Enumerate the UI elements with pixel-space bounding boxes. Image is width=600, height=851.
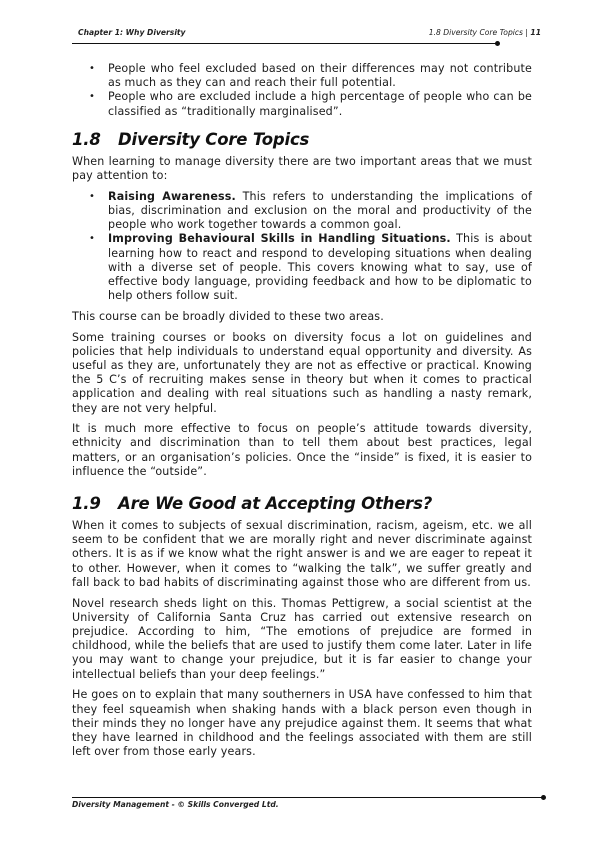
list-item: • People who are excluded include a high percentage of people who can be classified as “traditionally marginalised”. (89, 90, 532, 118)
section-title: Diversity Core Topics (118, 129, 310, 149)
bullet-icon: • (89, 233, 96, 245)
intro-bullet-list (72, 62, 532, 119)
list-item: • People who feel excluded based on their differences may not contribute as much as they can and reach their full potential. (89, 62, 532, 90)
list-item-lead: Raising Awareness. (108, 189, 236, 203)
section-label: 1.8 Diversity Core Topics | (428, 28, 528, 37)
bullet-icon: • (89, 63, 96, 74)
page-footer: Diversity Management - © Skills Converged Ltd. (72, 800, 279, 809)
paragraph: This course can be broadly divided to these two areas. (72, 309, 384, 323)
running-section-title (429, 28, 541, 37)
paragraph: Novel research sheds light on this. Thomas Pettigrew, a social scientist at the University of California Santa Cruz has carried out extensive research on prejudice. According to him, “The emotions of prejudice are formed in childhood, while the beliefs that are used to justify them come later. Later in life you may want to change your prejudice, but it is far easier to change your intellectual beliefs than your deep feelings.” (72, 596, 532, 681)
footer-rule (72, 797, 544, 798)
paragraph: When it comes to subjects of sexual discrimination, racism, ageism, etc. we all seem to be confident that we are morally right and never discriminate against others. It is as if we know what the right answer is and we are eager to repeat it to other. However, when it comes to “walking the talk”, we suffer greatly and fall back to bad habits of discriminating against those who are different from us. (72, 519, 532, 589)
paragraph: It is much more effective to focus on people’s attitude towards diversity, ethnicity and discrimination than to tell them about best practices, legal matters, or an organisation’s policies. Once the “inside” is fixed, it is easier to influence the “outside”. (72, 422, 532, 478)
core-topics-list (72, 190, 532, 304)
footer-rule-end-dot (541, 795, 546, 800)
list-item: • Raising Awareness. This refers to understanding the implications of bias, discrimination and exclusion on the moral and productivity of the people who work together towards a common goal. (89, 189, 533, 232)
header-rule (72, 43, 497, 44)
section-number: 1.8 (72, 129, 101, 149)
page-header (72, 26, 545, 40)
bullet-icon: • (89, 190, 96, 202)
paragraph: When learning to manage diversity there are two important areas that we must pay attention to: (72, 154, 532, 183)
page-content (72, 62, 532, 766)
bullet-icon: • (89, 91, 96, 103)
paragraph: He goes on to explain that many southerners in USA have confessed to him that they feel squeamish when shaking hands with a black person even though in their minds they no longer have any prejudice against them. It seems that what they have learned in childhood and the feelings associated with them are still left over from those early years. (72, 688, 532, 759)
section-number: 1.9 (72, 494, 101, 514)
list-item-lead: Improving Behavioural Skills in Handling Situations. (108, 232, 451, 246)
list-item: • Improving Behavioural Skills in Handling Situations. This is about learning how to react and respond to developing situations when dealing with a diverse set of people. This covers knowing what to say, use of effective body language, providing feedback and how to be diplomatic to help others follow suit. (89, 232, 532, 303)
page-number: 11 (530, 28, 541, 37)
section-heading-1-8 (72, 129, 532, 151)
section-title: Are We Good at Accepting Others? (118, 494, 433, 514)
section-heading-1-9 (72, 493, 532, 515)
chapter-title: Chapter 1: Why Diversity (78, 28, 186, 37)
header-rule-end-dot (495, 41, 500, 46)
paragraph: Some training courses or books on diversity focus a lot on guidelines and policies that help individuals to understand equal opportunity and diversity. As useful as they are, unfortunately they are not as effective or practical. Knowing the 5 C’s of recruiting makes sense in theory but when it comes to practical application and dealing with real situations such as handling a nasty remark, they are not very helpful. (72, 330, 532, 415)
